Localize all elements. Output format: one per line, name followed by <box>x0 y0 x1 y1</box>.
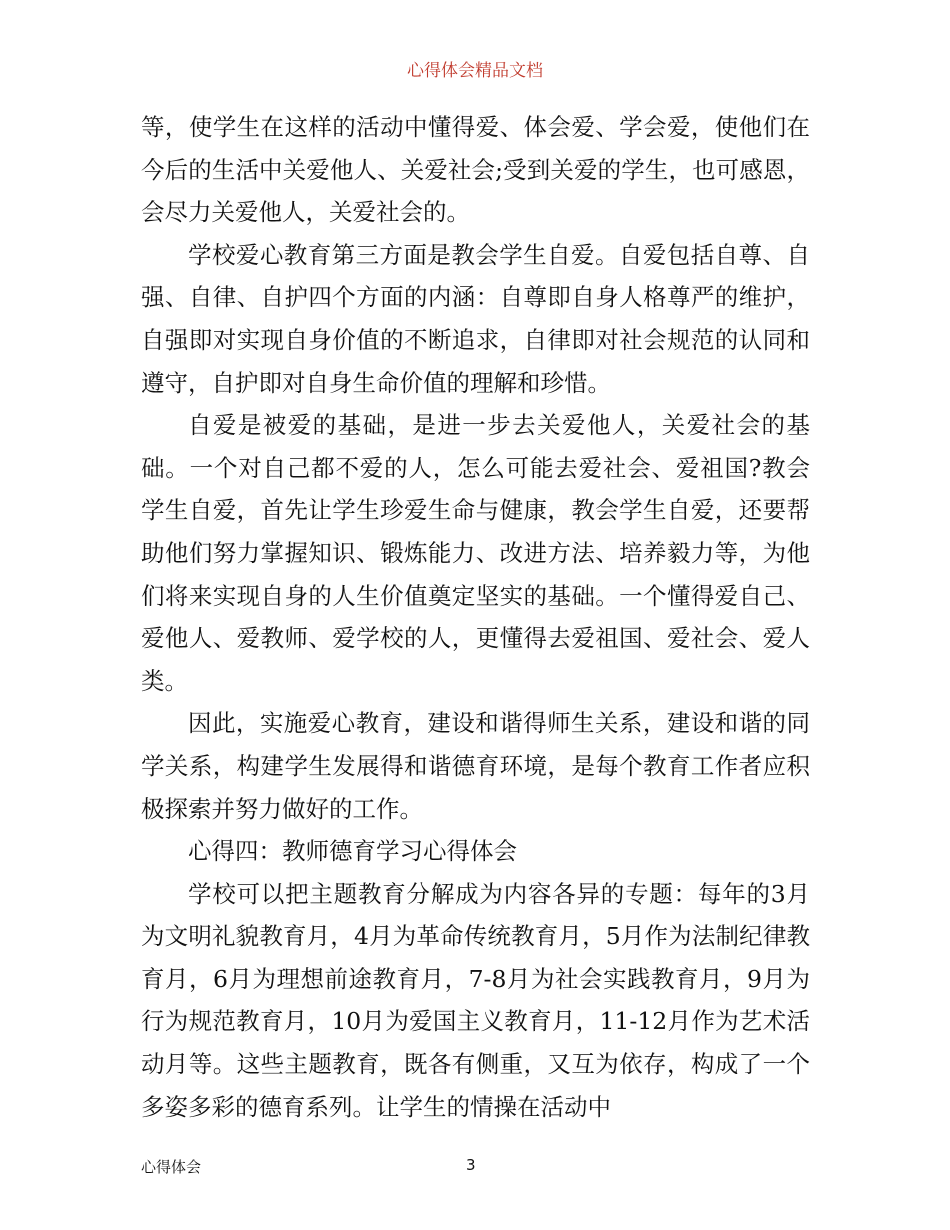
paragraph: 学校爱心教育第三方面是教会学生自爱。自爱包括自尊、自强、自律、自护四个方面的内涵：自尊即自身人格尊严的维护，自强即对实现自身价值的不断追求，自律即对社会规范的认同和遵守，自护即对自身生命价值的理解和珍惜。 <box>141 240 810 397</box>
paragraph: 学校可以把主题教育分解成为内容各异的专题：每年的3月为文明礼貌教育月，4月为革命传统教育月，5月作为法制纪律教育月，6月为理想前途教育月，7-8月为社会实践教育月，9月为行为规范教育月，10月为爱国主义教育月，11-12月作为艺术活动月等。这些主题教育，既各有侧重，又互为依存，构成了一个多姿多彩的德育系列。让学生的情操在活动中 <box>141 879 810 1121</box>
paragraph: 因此，实施爱心教育，建设和谐得师生关系，建设和谐的同学关系，构建学生发展得和谐德育环境，是每个教育工作者应积极探索并努力做好的工作。 <box>141 709 810 823</box>
paragraph-continuation: 等，使学生在这样的活动中懂得爱、体会爱、学会爱，使他们在今后的生活中关爱他人、关爱社会;受到关爱的学生，也可感恩，会尽力关爱他人，关爱社会的。 <box>141 113 810 227</box>
footer-label: 心得体会 <box>141 1158 202 1176</box>
paragraph: 自爱是被爱的基础，是进一步去关爱他人，关爱社会的基础。一个对自己都不爱的人，怎么可能去爱社会、爱祖国?教会学生自爱，首先让学生珍爱生命与健康，教会学生自爱，还要帮助他们努力掌握知识、锻炼能力、改进方法、培养毅力等，为他们将来实现自身的人生价值奠定坚实的基础。一个懂得爱自己、爱他人、爱教师、爱学校的人，更懂得去爱祖国、爱社会、爱人类。 <box>141 411 810 695</box>
document-body <box>141 106 810 1128</box>
page-number: 3 <box>466 1156 476 1174</box>
page-header-title: 心得体会精品文档 <box>407 61 543 81</box>
section-heading: 心得四：教师德育学习心得体会 <box>188 837 517 866</box>
